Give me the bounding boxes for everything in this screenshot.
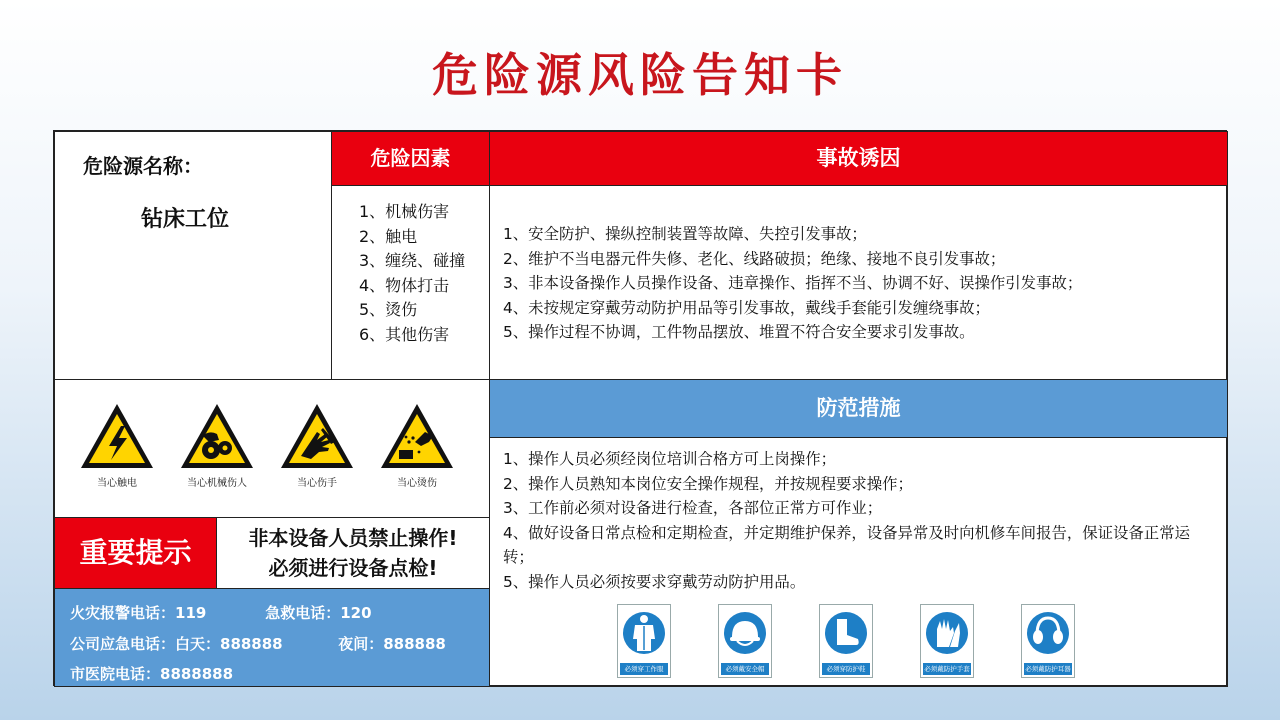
ppe-sign	[819, 604, 873, 678]
causes-list	[503, 222, 1082, 345]
important-tip-line: 非本设备人员禁止操作!	[248, 526, 458, 550]
ppe-caption: 必须戴防护手套	[924, 665, 970, 673]
warning-sign	[172, 402, 262, 489]
scald-warning-icon	[379, 402, 455, 470]
list-item: 3、工作前必须对设备进行检查，各部位正常方可作业；	[503, 499, 883, 518]
ppe-caption: 必须戴安全帽	[721, 663, 769, 675]
ppe-sign	[1021, 604, 1075, 678]
machinery-injury-warning-icon	[179, 402, 255, 470]
work-clothes-icon	[622, 609, 666, 661]
causes-cell	[489, 185, 1228, 380]
list-item: 5、操作人员必须按要求穿戴劳动防护用品。	[503, 572, 806, 591]
warning-caption: 当心触电	[97, 478, 137, 489]
electric-shock-warning-icon	[79, 402, 155, 470]
warning-sign	[372, 402, 462, 489]
phone-row	[70, 633, 446, 654]
hand-injury-warning-icon	[279, 402, 355, 470]
list-item: 1、操作人员必须经岗位培训合格方可上岗操作；	[503, 450, 836, 468]
factors-list	[359, 200, 465, 348]
factors-cell	[331, 185, 490, 380]
list-item: 5、烫伤	[359, 300, 418, 320]
phone-row	[70, 602, 372, 623]
company-night-phone: 夜间：888888	[338, 635, 446, 653]
hazard-name-value: 钻床工位	[141, 207, 230, 232]
ambulance-phone: 急救电话：120	[265, 604, 372, 622]
measures-list	[503, 447, 1215, 595]
ppe-caption: 必须戴防护耳器	[1025, 665, 1071, 673]
measures-header: 防范措施	[489, 379, 1228, 438]
emergency-phones-cell	[54, 588, 490, 687]
hospital-phone: 市医院电话：8888888	[70, 665, 234, 683]
fire-phone: 火灾报警电话：119	[70, 604, 207, 622]
list-item: 2、触电	[359, 226, 418, 246]
list-item: 2、维护不当电器元件失修、老化、线路破损；绝缘、接地不良引发事故；	[503, 249, 1006, 268]
ppe-caption: 必须穿防护鞋	[822, 663, 870, 675]
list-item: 4、未按规定穿戴劳动防护用品等引发事故，戴线手套能引发缠绕事故；	[503, 298, 990, 317]
ppe-sign	[617, 604, 671, 678]
protective-shoes-icon	[824, 609, 868, 661]
ppe-sign	[920, 604, 974, 678]
list-item: 4、做好设备日常点检和定期检查，并定期维护保养，设备异常及时向机修车间报告，保证设备正常运转；	[503, 523, 1190, 567]
ppe-sign	[718, 604, 772, 678]
hazard-name-label: 危险源名称：	[83, 154, 203, 178]
measures-cell	[489, 437, 1228, 687]
causes-header: 事故诱因	[489, 131, 1228, 186]
ppe-caption: 必须穿工作服	[620, 663, 668, 675]
important-tip-label: 重要提示	[54, 517, 217, 589]
list-item: 3、缠绕、碰撞	[359, 251, 466, 271]
list-item: 2、操作人员熟知本岗位安全操作规程，并按规程要求操作；	[503, 474, 913, 493]
important-tip-text	[216, 517, 490, 589]
list-item: 4、物体打击	[359, 275, 450, 295]
company-day-phone: 公司应急电话：白天：888888	[70, 635, 283, 653]
list-item: 5、操作过程不协调，工件物品摆放、堆置不符合安全要求引发事故。	[503, 323, 975, 342]
warning-caption: 当心机械伤人	[187, 478, 247, 489]
hazard-name-cell	[54, 131, 332, 380]
list-item: 6、其他伤害	[359, 324, 450, 344]
warning-caption: 当心烫伤	[397, 478, 437, 489]
warning-sign	[72, 402, 162, 489]
factors-header: 危险因素	[331, 131, 490, 186]
warning-sign	[272, 402, 362, 489]
ear-protector-icon	[1026, 609, 1070, 661]
phone-row	[70, 663, 233, 684]
important-tip-line: 必须进行设备点检!	[268, 556, 438, 580]
risk-card-board	[53, 130, 1227, 686]
warning-signs-cell	[54, 379, 490, 518]
list-item: 3、非本设备操作人员操作设备、违章操作、指挥不当、协调不好、误操作引发事故；	[503, 274, 1083, 293]
list-item: 1、安全防护、操纵控制装置等故障、失控引发事故；	[503, 225, 867, 243]
protective-gloves-icon	[925, 609, 969, 661]
list-item: 1、机械伤害	[359, 202, 450, 221]
warning-caption: 当心伤手	[297, 478, 337, 489]
page-title: 危险源风险告知卡	[432, 48, 848, 102]
safety-helmet-icon	[723, 609, 767, 661]
